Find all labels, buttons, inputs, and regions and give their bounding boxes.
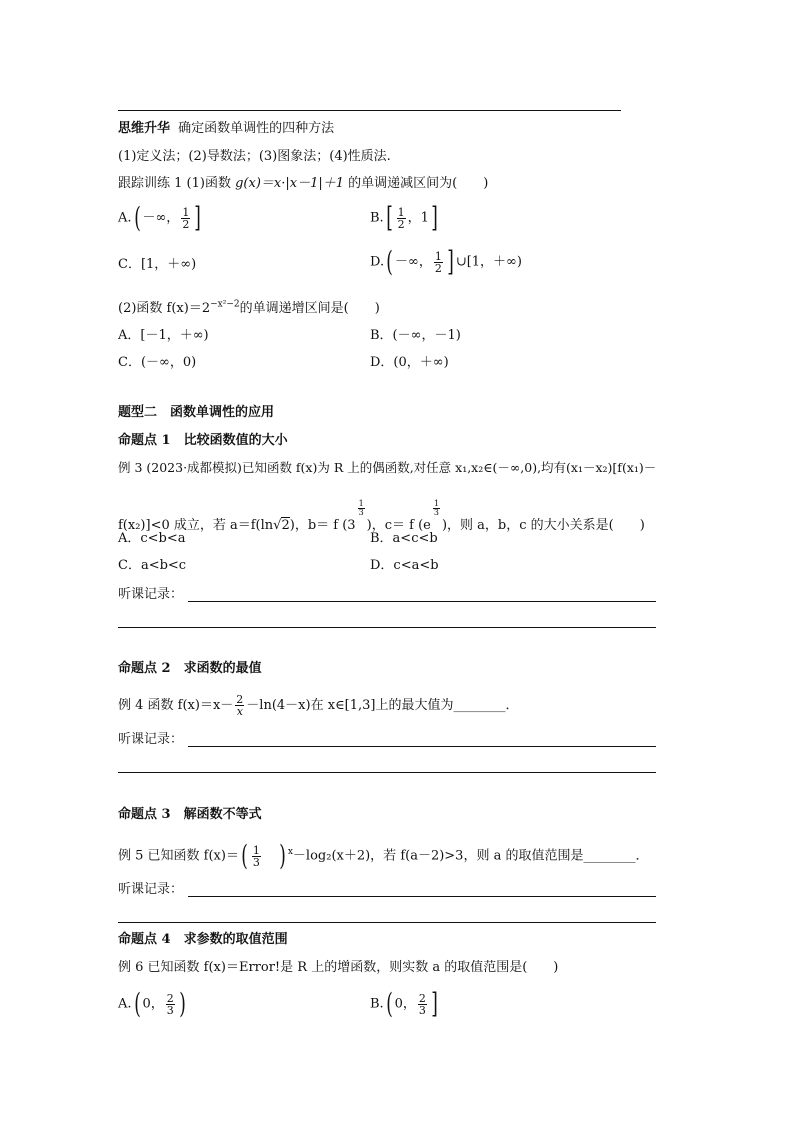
bracket-close: ] [447, 245, 454, 278]
option-text: －∞， [142, 210, 180, 226]
example3-option-c: C．a<b<c [118, 558, 187, 573]
practice-q1-prefix: 跟踪训练 1 (1)函数 [118, 176, 236, 191]
power-base: 2 [201, 301, 211, 316]
notes-label: 听课记录： [118, 732, 184, 747]
example5-suffix: －log₂(x＋2)，若 f(a－2)>3，则 a 的取值范围是________． [292, 848, 649, 864]
exponent-fraction [433, 500, 440, 517]
top-rule [118, 110, 621, 111]
example5-prefix: 例 5 已知函数 f(x)＝ [118, 848, 239, 864]
example3-text-a: f(x₂)]<0 成立，若 a＝f(ln [118, 518, 274, 533]
denominator: 2 [434, 261, 442, 275]
example4-prefix: 例 4 函数 f(x)＝x－ [118, 698, 234, 713]
example3-option-a: A．c<b<a [118, 531, 186, 546]
example6: 例 6 已知函数 f(x)＝Error!是 R 上的增函数，则实数 a 的取值范围是( ) [118, 960, 559, 975]
option-label: B. [370, 210, 384, 226]
fraction [418, 993, 427, 1016]
example3-text-c: )，c＝ f (e [366, 518, 431, 533]
numerator: 2 [236, 693, 244, 706]
practice-q2 [118, 300, 380, 318]
numerator: 1 [434, 249, 442, 263]
fraction [434, 251, 443, 274]
example3-text-d: )，则 a，b，c 的大小关系是( ) [441, 518, 645, 533]
example3-line1: 例 3 (2023·成都模拟)已知函数 f(x)为 R 上的偶函数,对任意 x₁,x₂∈(－∞,0),均有(x₁－x₂)[f(x₁)－ [118, 460, 657, 475]
point4-heading: 命题点 4 求参数的取值范围 [118, 932, 288, 947]
practice-q1 [118, 175, 488, 193]
type2-heading: 题型二 函数单调性的应用 [118, 405, 275, 420]
example3-option-d: D．c<a<b [370, 558, 439, 573]
paren-open: ( [133, 201, 141, 234]
paren-open: ( [133, 987, 141, 1020]
notes-line[interactable] [118, 772, 656, 773]
example3-text-b: )，b＝ f (3 [289, 518, 356, 533]
paren-open: ( [385, 987, 393, 1020]
option-text: －∞， [395, 254, 432, 270]
numerator: 1 [358, 499, 364, 508]
practice-q2-prefix: (2)函数 f(x)＝ [118, 301, 202, 316]
practice-q2-option-d: D．(0，＋∞) [370, 355, 449, 370]
numerator: 1 [182, 205, 190, 219]
practice-q1-option-c: C．[1，＋∞) [118, 257, 197, 272]
numerator: 1 [433, 499, 439, 508]
thinking-line [118, 120, 334, 138]
practice-q2-option-b: B．(－∞，－1) [370, 328, 461, 343]
paren-open: ( [386, 245, 393, 278]
option-label: B. [370, 996, 384, 1012]
point2-heading: 命题点 2 求函数的最值 [118, 661, 262, 676]
exponent-fraction [358, 500, 365, 517]
thinking-subtitle: 确定函数单调性的四种方法 [178, 121, 335, 136]
option-text: 0， [142, 996, 164, 1012]
practice-q1-option-b [370, 201, 440, 234]
practice-q1-suffix: 的单调递减区间为( ) [344, 176, 489, 191]
fraction [166, 993, 175, 1016]
thinking-title: 思维升华 [118, 121, 171, 136]
notes-label: 听课记录： [118, 882, 184, 897]
point1-heading: 命题点 1 比较函数值的大小 [118, 433, 288, 448]
thinking-methods: (1)定义法；(2)导数法；(3)图象法；(4)性质法. [118, 149, 391, 164]
numerator: 1 [252, 843, 260, 857]
notes-line[interactable] [188, 896, 656, 897]
fraction [181, 207, 190, 230]
denominator: 3 [252, 855, 260, 869]
numerator: 2 [418, 991, 426, 1005]
notes-label: 听课记录： [118, 587, 184, 602]
fraction [397, 207, 406, 230]
notes-line[interactable] [188, 601, 656, 602]
notes-line[interactable] [118, 627, 656, 628]
denominator: 2 [182, 217, 190, 231]
example4 [118, 694, 518, 717]
practice-q2-option-a: A．[－1，＋∞) [118, 328, 209, 343]
numerator: 1 [397, 205, 405, 219]
denominator: 2 [397, 217, 405, 231]
power-exponent: x [287, 847, 293, 858]
example6-option-a [118, 987, 188, 1020]
sqrt-value: 2 [281, 518, 290, 533]
sqrt-symbol: √ [273, 518, 282, 533]
bracket-close: ] [194, 201, 202, 234]
practice-q1-option-d [370, 245, 522, 278]
notes-line[interactable] [188, 746, 656, 747]
example4-suffix: －ln(4－x)在 x∈[1,3]上的最大值为________． [246, 698, 519, 713]
practice-q1-func: g(x)＝x·|x－1|＋1 [235, 176, 344, 191]
practice-q2-suffix: 的单调递增区间是( ) [239, 301, 380, 316]
option-label: D. [370, 254, 385, 270]
practice-q2-option-c: C．(－∞，0) [118, 355, 197, 370]
example3-option-b: B．a<c<b [370, 531, 438, 546]
fraction [235, 694, 244, 717]
denominator: 3 [166, 1003, 174, 1017]
notes-line[interactable] [118, 922, 656, 923]
denominator: 3 [358, 508, 364, 517]
denominator: 3 [418, 1003, 426, 1017]
option-label: A. [118, 210, 132, 226]
bracket-close: ] [431, 987, 438, 1020]
denominator: x [236, 705, 243, 718]
power-exponent: −x²−2 [210, 299, 240, 310]
option-text: ，1 [407, 210, 429, 226]
option-tail: ∪[1，＋∞) [455, 254, 522, 270]
bracket-open: [ [385, 201, 393, 234]
option-label: A. [118, 996, 132, 1012]
option-text: 0， [394, 996, 416, 1012]
paren-close: ) [178, 987, 186, 1020]
bracket-close: ] [431, 201, 438, 234]
paren-close: ) [279, 839, 286, 872]
fraction [252, 845, 261, 868]
practice-q1-option-a [118, 201, 203, 234]
example6-option-b [370, 987, 440, 1020]
point3-heading: 命题点 3 解函数不等式 [118, 807, 262, 822]
example5 [118, 839, 649, 872]
paren-open: ( [241, 839, 248, 872]
numerator: 2 [166, 991, 174, 1005]
denominator: 3 [433, 508, 439, 517]
